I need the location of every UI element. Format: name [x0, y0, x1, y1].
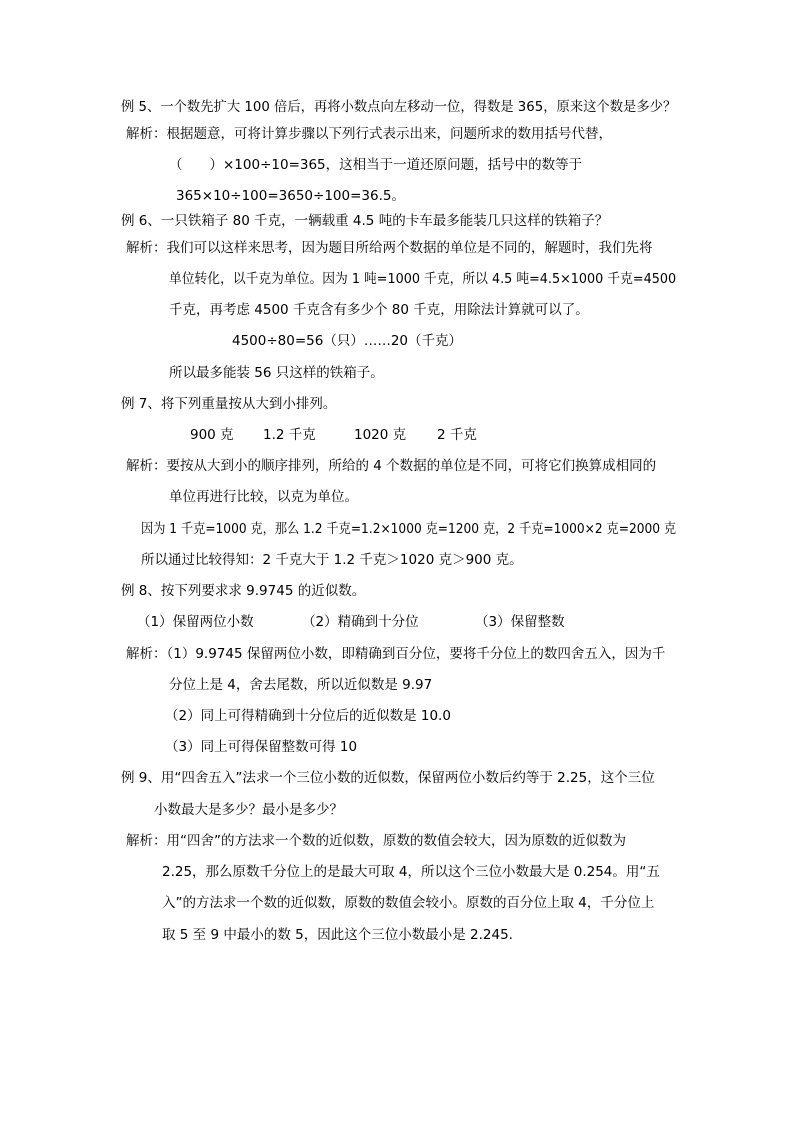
example-8-analysis: 解析：（1）9.9745 保留两位小数，即精确到百分位，要将千分位上的数四舍五入，因为千 [126, 646, 666, 662]
example-5-result: 365×10÷100=3650÷100=36.5。 [176, 188, 405, 204]
example-5-question: 例 5、一个数先扩大 100 倍后，再将小数点向左移动一位，得数是 365，原来这个数是多少？ [121, 99, 677, 115]
example-6-analysis: 解析：我们可以这样来思考，因为题目所给两个数据的单位是不同的，解题时，我们先将 [126, 240, 653, 256]
example-9-question: 例 9、用“四舍五入”法求一个三位小数的近似数，保留两位小数后约等于 2.25，这个三位 [121, 770, 655, 786]
example-7-comparison: 所以通过比较得知：2 千克大于 1.2 千克＞1020 克＞900 克。 [141, 552, 523, 568]
example-5-equation: （ ）×100÷10=365，这相当于一道还原问题，括号中的数等于 [169, 157, 583, 173]
example-7-question: 例 7、将下列重量按从大到小排列。 [121, 396, 337, 412]
example-7-analysis-line-2: 单位再进行比较，以克为单位。 [169, 489, 358, 505]
example-9-question-line-2: 小数最大是多少？最小是多少？ [154, 802, 343, 818]
weight-item: 2 千克 [437, 427, 477, 443]
example-8-analysis-line-2: 分位上是 4，舍去尾数，所以近似数是 9.97 [169, 677, 433, 693]
example-7-conversion: 因为 1 千克=1000 克，那么 1.2 千克=1.2×1000 克=1200 克，2 千克=1000×2 克=2000 克 [141, 521, 677, 537]
example-8-part-3: （3）同上可得保留整数可得 10 [165, 739, 358, 755]
example-6-analysis-line-2: 单位转化，以千克为单位。因为 1 吨=1000 千克，所以 4.5 吨=4.5×1000 千克=4500 [169, 271, 677, 287]
example-9-analysis: 解析：用“四舍”的方法求一个数的近似数，原数的数值会较大，因为原数的近似数为 [126, 833, 626, 849]
example-6-question: 例 6、一只铁箱子 80 千克，一辆载重 4.5 吨的卡车最多能装几只这样的铁箱子？ [121, 213, 609, 229]
example-9-analysis-line-3: 入”的方法求一个数的近似数，原数的数值会较小。原数的百分位上取 4，千分位上 [162, 895, 655, 911]
requirement-item: （3）保留整数 [475, 614, 565, 630]
weight-item: 1.2 千克 [263, 427, 316, 443]
requirement-item: （1）保留两位小数 [137, 614, 254, 630]
example-6-conclusion: 所以最多能装 56 只这样的铁箱子。 [169, 365, 384, 381]
example-9-analysis-line-2: 2.25，那么原数千分位上的是最大可取 4，所以这个三位小数最大是 0.254。用“五 [162, 864, 660, 880]
example-6-calculation: 4500÷80=56（只）……20（千克） [232, 333, 463, 349]
weight-item: 900 克 [190, 427, 234, 443]
weight-item: 1020 克 [354, 427, 407, 443]
requirement-item: （2）精确到十分位 [302, 614, 419, 630]
example-8-question: 例 8、按下列要求求 9.9745 的近似数。 [121, 583, 366, 599]
example-5-analysis: 解析：根据题意，可将计算步骤以下列行式表示出来，问题所求的数用括号代替， [126, 126, 612, 142]
example-9-analysis-line-4: 取 5 至 9 中最小的数 5，因此这个三位小数最小是 2.245. [162, 927, 513, 943]
example-7-analysis: 解析：要按从大到小的顺序排列，所给的 4 个数据的单位是不同，可将它们换算成相同的 [126, 458, 657, 474]
example-8-part-2: （2）同上可得精确到十分位后的近似数是 10.0 [165, 708, 451, 724]
example-6-analysis-line-3: 千克，再考虑 4500 千克含有多少个 80 千克，用除法计算就可以了。 [169, 302, 589, 318]
